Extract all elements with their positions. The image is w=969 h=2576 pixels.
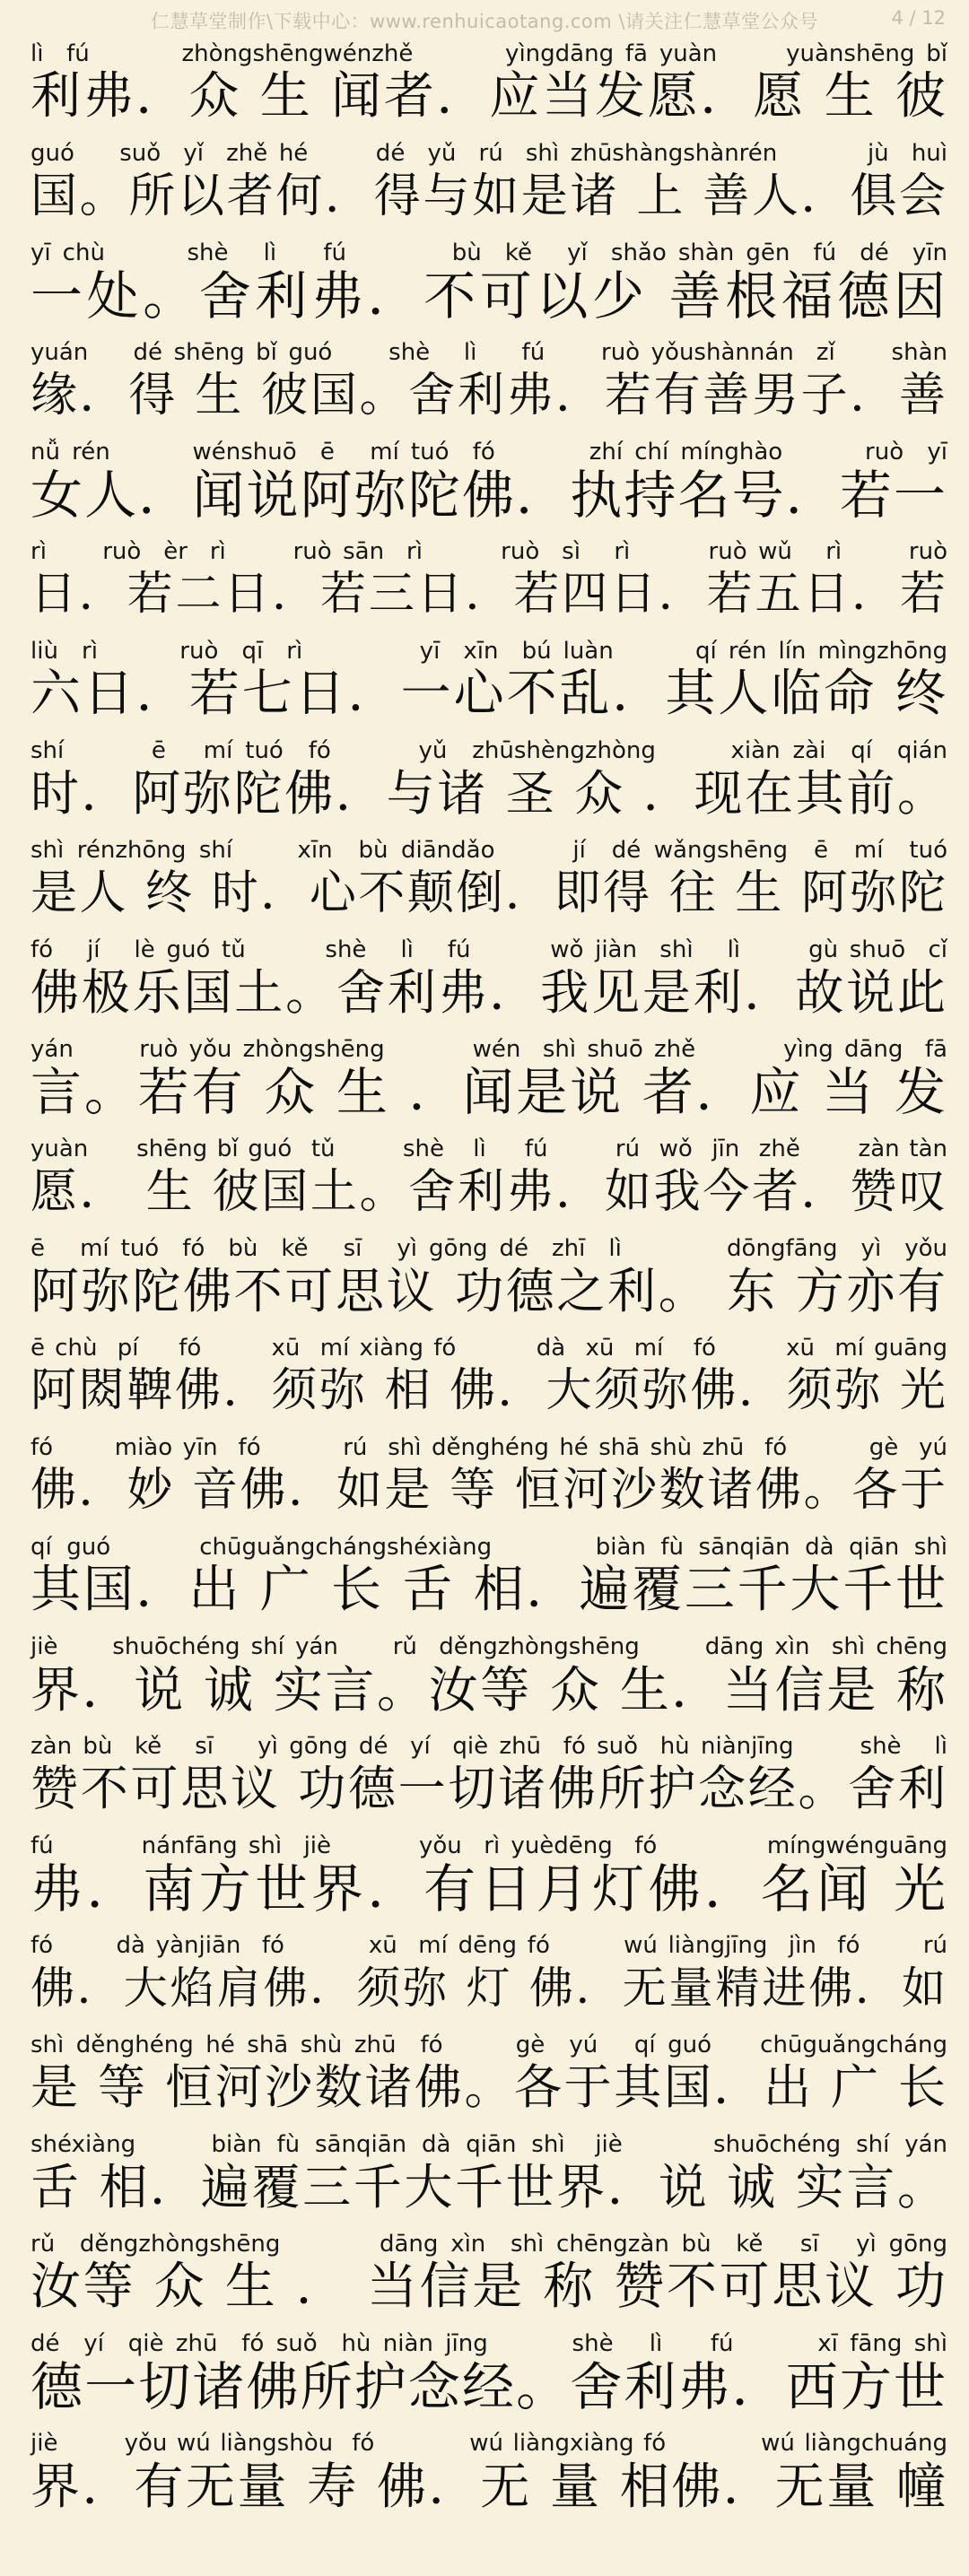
pinyin-line: fó jí lè guó tǔ shè lì fú wǒ jiàn shì lì gù shuō cǐ	[31, 936, 947, 963]
text-line	[31, 235, 947, 335]
text-line	[31, 1430, 947, 1529]
hanzi-line: 时．阿弥陀佛．与诸 圣 众 ．现在其前。	[31, 765, 947, 822]
hanzi-line: 一处。舍利弗．不可以少 善根福德因	[31, 265, 947, 326]
hanzi-line: 阿閦鞞佛．须弥 相 佛．大须弥佛．须弥 光	[31, 1364, 947, 1417]
hanzi-line: 德一切诸佛所护念经。舍利弗．西方世	[31, 2356, 947, 2417]
pinyin-line: jiè yǒu wú liàngshòu fó wú liàngxiàng fó wú liàngchuáng	[31, 2430, 947, 2457]
text-line	[31, 2127, 947, 2226]
text-line	[31, 1529, 947, 1629]
pinyin-line: fó miào yīn fó rú shì děnghéng hé shā shù zhū fó gè yú	[31, 1434, 947, 1461]
pinyin-line: yuàn shēng bǐ guó tǔ shè lì fú rú wǒ jīn zhě zàn tàn	[31, 1136, 947, 1162]
hanzi-line: 舌 相．遍覆三千大千世界．说 诚 实言。	[31, 2159, 947, 2215]
hanzi-line: 言。若有 众 生 ．闻是说 者．应 当 发	[31, 1063, 947, 1122]
pinyin-line: zàn bù kě sī yì gōng dé yí qiè zhū fó suǒ hù niànjīng shè lì	[31, 1733, 947, 1760]
text-line	[31, 1728, 947, 1828]
text-line	[31, 1928, 947, 2027]
hanzi-line: 是人 终 时．心不颠倒．即得 往 生 阿弥陀	[31, 866, 947, 920]
text-line	[31, 2226, 947, 2326]
text-line	[31, 1131, 947, 1231]
hanzi-line: 愿． 生 彼国土。舍利弗．如我今者．赞叹	[31, 1165, 947, 1219]
hanzi-line: 其国．出 广 长 舌 相．遍覆三千大千世	[31, 1561, 947, 1619]
text-line	[31, 633, 947, 733]
hanzi-line: 佛．大焰肩佛．须弥 灯 佛．无量精进佛．如	[31, 1962, 947, 2014]
text-line	[31, 335, 947, 434]
text-line	[31, 2027, 947, 2127]
hanzi-line: 佛极乐国土。舍利弗．我见是利．故说此	[31, 964, 947, 1021]
text-line	[31, 733, 947, 832]
pinyin-line: shí ē mí tuó fó yǔ zhūshèngzhòng xiàn zài qí qián	[31, 737, 947, 764]
scripture-text	[31, 36, 947, 2525]
text-line	[31, 1231, 947, 1330]
text-line	[31, 1629, 947, 1728]
pinyin-line: guó suǒ yǐ zhě hé dé yǔ rú shì zhūshàngshànrén jù huì	[31, 140, 947, 167]
pinyin-line: rì ruò èr rì ruò sān rì ruò sì rì ruò wǔ rì ruò	[31, 538, 947, 565]
hanzi-line: 佛．妙 音佛．如是 等 恒河沙数诸佛。各于	[31, 1464, 947, 1517]
pinyin-line: fú nánfāng shì jiè yǒu rì yuèdēng fó míngwénguāng	[31, 1832, 947, 1859]
text-line	[31, 1330, 947, 1430]
pinyin-line: liù rì ruò qī rì yī xīn bú luàn qí rén lín mìngzhōng	[31, 638, 947, 665]
pinyin-line: jiè shuōchéng shí yán rǔ děngzhòngshēng dāng xìn shì chēng	[31, 1633, 947, 1660]
text-line	[31, 932, 947, 1031]
page-header	[0, 0, 969, 39]
text-line	[31, 135, 947, 235]
pinyin-line: shì rénzhōng shí xīn bù diāndǎo jí dé wǎngshēng ē mí tuó	[31, 837, 947, 864]
pinyin-line: shéxiàng biàn fù sānqiān dà qiān shì jiè shuōchéng shí yán	[31, 2131, 947, 2158]
hanzi-line: 日．若二日．若三日．若四日．若五日．若	[31, 568, 947, 621]
hanzi-line: 界．有无量 寿 佛．无 量 相佛．无量 幢	[31, 2458, 947, 2515]
text-line	[31, 534, 947, 633]
pinyin-line: lì fú zhòngshēngwénzhě yìngdāng fā yuàn yuànshēng bǐ	[31, 40, 947, 67]
pinyin-line: yī chù shè lì fú bù kě yǐ shǎo shàn gēn fú dé yīn	[31, 239, 947, 266]
hanzi-line: 赞不可思议 功德一切诸佛所护念经。舍利	[31, 1762, 947, 1816]
pinyin-line: ē mí tuó fó bù kě sī yì gōng dé zhī lì dōngfāng yì yǒu	[31, 1235, 947, 1262]
text-line	[31, 2425, 947, 2525]
page-number: 4 / 12	[891, 7, 946, 29]
hanzi-line: 缘．得 生 彼国。舍利弗．若有善男子．善	[31, 369, 947, 422]
pinyin-line: qí guó chūguǎngchángshéxiàng biàn fù sānqiān dà qiān shì	[31, 1534, 947, 1561]
pinyin-line: yán ruò yǒu zhòngshēng wén shì shuō zhě yìng dāng fā	[31, 1036, 947, 1063]
hanzi-line: 是 等 恒河沙数诸佛。各于其国．出 广 长	[31, 2060, 947, 2115]
hanzi-line: 汝等 众 生 ． 当信是 称 赞不可思议 功	[31, 2258, 947, 2316]
hanzi-line: 国。所以者何．得与如是诸 上 善人．俱会	[31, 170, 947, 223]
pinyin-line: nǚ rén wénshuō ē mí tuó fó zhí chí mínghào ruò yī	[31, 439, 947, 466]
text-line	[31, 1828, 947, 1928]
hanzi-line: 弗．南方世界．有日月灯佛．名闻 光	[31, 1858, 947, 1919]
text-line	[31, 434, 947, 534]
pinyin-line: shì děnghéng hé shā shù zhū fó gè yú qí guó chūguǎngcháng	[31, 2032, 947, 2058]
text-line	[31, 1031, 947, 1131]
text-line	[31, 832, 947, 932]
hanzi-line: 女人．闻说阿弥陀佛．执持名号．若一	[31, 465, 947, 526]
hanzi-line: 利弗．众 生 闻者．应当发愿．愿 生 彼	[31, 67, 948, 126]
text-line	[31, 2326, 947, 2425]
pinyin-line: ē chù pí fó xū mí xiàng fó dà xū mí fó xū mí guāng	[31, 1335, 947, 1362]
hanzi-line: 阿弥陀佛不可思议 功德之利。 东 方亦有	[31, 1263, 947, 1319]
pinyin-line: fó dà yànjiān fó xū mí dēng fó wú liàngjīng jìn fó rú	[31, 1932, 947, 1959]
pinyin-line: dé yí qiè zhū fó suǒ hù niàn jīng shè lì fú xī fāng shì	[31, 2330, 947, 2357]
hanzi-line: 界．说 诚 实言。汝等 众 生．当信是 称	[31, 1661, 947, 1719]
header-watermark-text: 仁慧草堂制作\下载中心：www.renhuicaotang.com \请关注仁慧草堂公众号	[151, 11, 818, 32]
hanzi-line: 六日．若七日．一心不乱．其人临命 终	[31, 665, 947, 723]
pinyin-line: yuán dé shēng bǐ guó shè lì fú ruò yǒushànnán zǐ shàn	[31, 339, 947, 366]
text-line	[31, 36, 947, 135]
pinyin-line: rǔ děngzhòngshēng dāng xìn shì chēngzàn bù kě sī yì gōng	[31, 2231, 947, 2258]
